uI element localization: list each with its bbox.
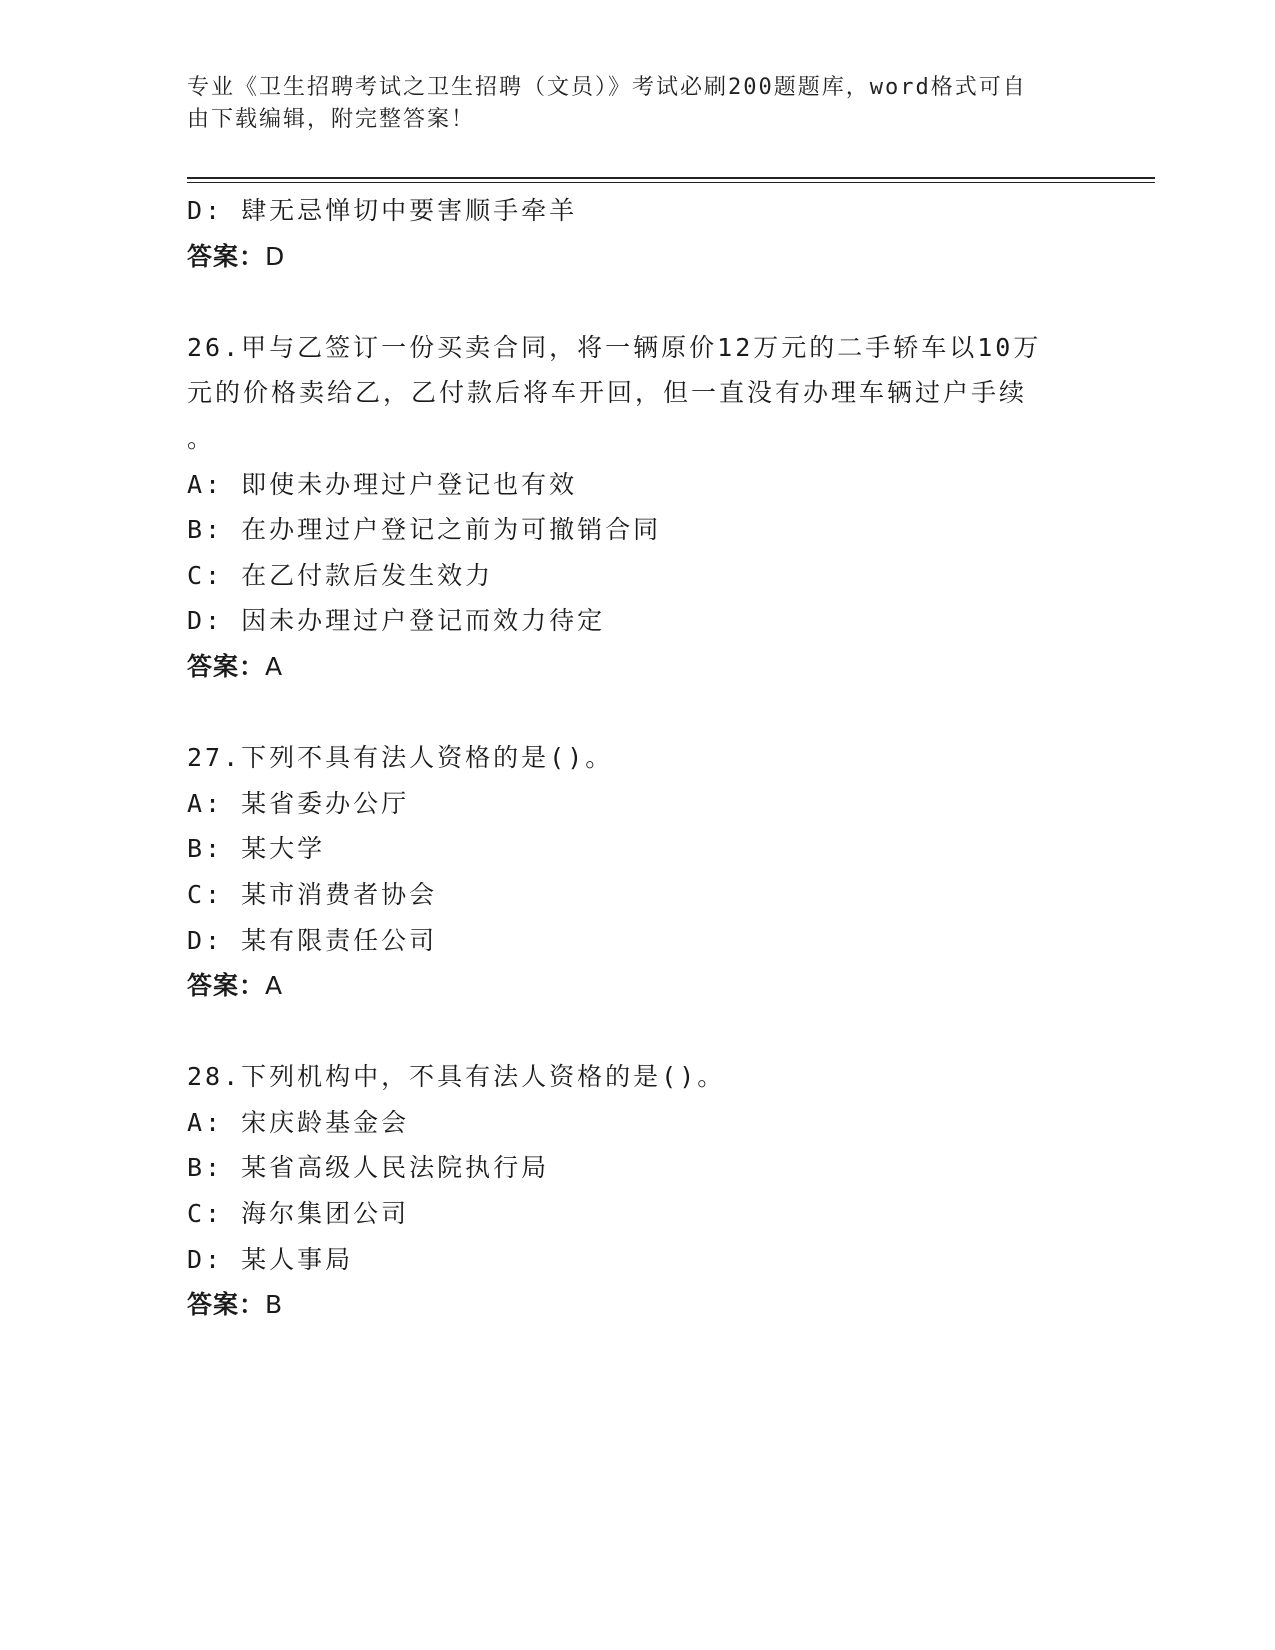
option-c: C: 在乙付款后发生效力: [187, 560, 494, 590]
answer-value: A: [265, 971, 284, 1001]
header-line-2: 由下载编辑，附完整答案！: [187, 107, 476, 132]
question-stem: 28.下列机构中，不具有法人资格的是()。: [187, 1062, 726, 1092]
answer-label: 答案：: [187, 651, 266, 681]
option-c: C: 某市消费者协会: [187, 879, 438, 909]
document-header: [187, 72, 1087, 136]
spacer: [187, 1009, 1087, 1055]
question-item: [187, 1054, 1087, 1328]
answer-value: B: [265, 1290, 284, 1320]
answer-line: [187, 234, 1087, 280]
option-a: A: 某省委办公厅: [187, 788, 410, 818]
option-d: D: 因未办理过户登记而效力待定: [187, 606, 606, 636]
option-b: B: 某大学: [187, 834, 326, 864]
answer-line: [187, 963, 1087, 1009]
question-stem: 。: [187, 423, 216, 453]
question-item: [187, 735, 1087, 1009]
header-line-1: 专业《卫生招聘考试之卫生招聘（文员）》考试必刷200题题库，word格式可自: [187, 75, 1027, 100]
option-a: A: 即使未办理过户登记也有效: [187, 469, 578, 499]
header-divider-thin: [187, 182, 1155, 183]
option-d: D: 某有限责任公司: [187, 925, 438, 955]
option-b: B: 某省高级人民法院执行局: [187, 1153, 550, 1183]
question-stem: 26.甲与乙签订一份买卖合同，将一辆原价12万元的二手轿车以10万: [187, 332, 1042, 362]
option-c: C: 海尔集团公司: [187, 1199, 410, 1229]
answer-line: [187, 1282, 1087, 1328]
option-b: B: 在办理过户登记之前为可撤销合同: [187, 515, 662, 545]
question-list: [187, 188, 1087, 1328]
question-item: [187, 325, 1087, 690]
question-stem: 元的价格卖给乙，乙付款后将车开回，但一直没有办理车辆过户手续: [187, 378, 1028, 408]
answer-value: D: [265, 241, 286, 271]
answer-value: A: [265, 651, 284, 681]
spacer: [187, 279, 1087, 325]
header-divider-thick: [187, 177, 1155, 179]
question-stem: 27.下列不具有法人资格的是()。: [187, 743, 614, 773]
answer-label: 答案：: [187, 1290, 266, 1320]
answer-line: [187, 644, 1087, 690]
option-d: D: 某人事局: [187, 1244, 354, 1274]
option-a: A: 宋庆龄基金会: [187, 1107, 410, 1137]
answer-label: 答案：: [187, 241, 266, 271]
option-d: D: 肆无忌惮切中要害顺手牵羊: [187, 196, 578, 225]
spacer: [187, 690, 1087, 736]
answer-label: 答案：: [187, 971, 266, 1001]
